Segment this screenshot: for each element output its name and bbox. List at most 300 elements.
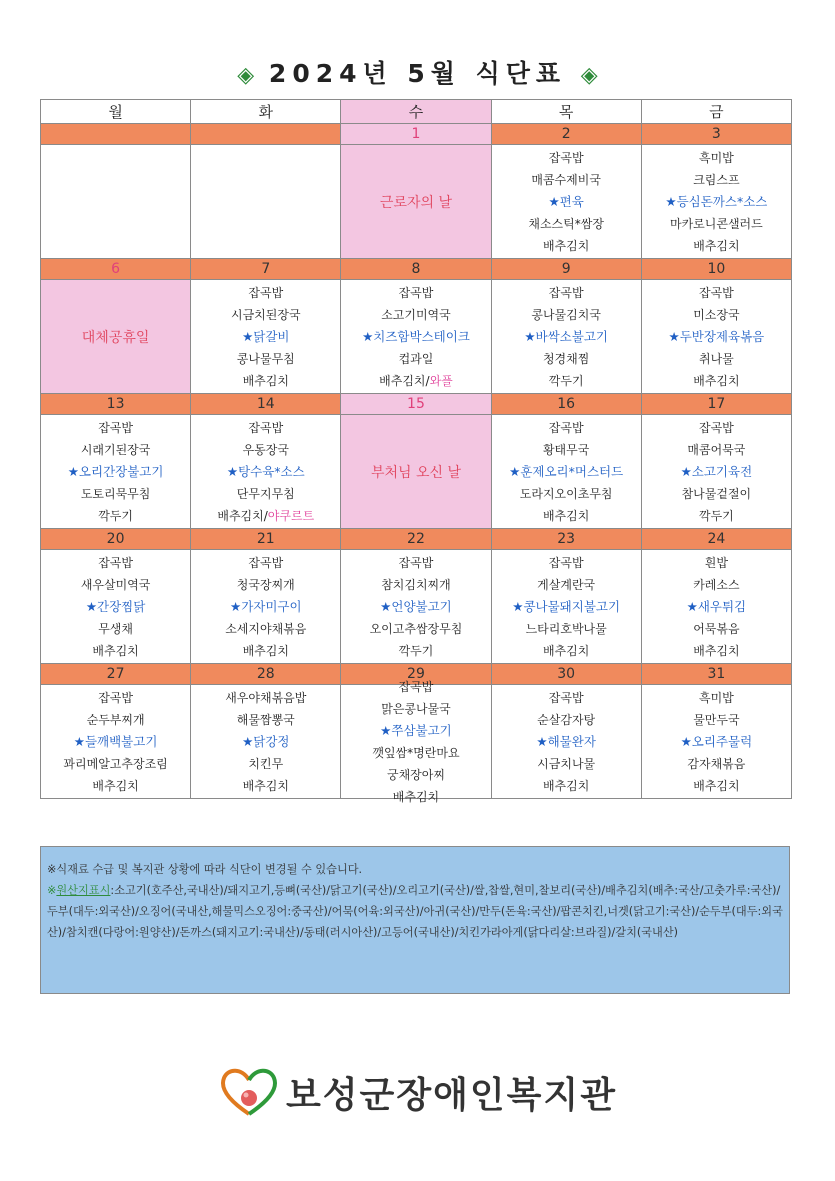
date-cell: 2: [491, 124, 641, 145]
menu-item: [520, 483, 613, 505]
menu-item: [699, 687, 734, 709]
menu-item-text: 흰밥: [704, 555, 728, 570]
menu-list: [341, 679, 490, 804]
menu-item-text: 깍두기: [398, 643, 434, 658]
notes-origin: [47, 880, 787, 943]
menu-item-text: 컵과일: [398, 351, 434, 366]
menu-item: [543, 640, 589, 662]
menu-item: [98, 505, 133, 527]
menu-item-text: 시금치된장국: [231, 307, 301, 322]
holiday-cell: [41, 280, 191, 394]
menu-item-text: 잡곡밥: [98, 555, 133, 570]
title-text: 2024년 5월 식단표: [268, 59, 567, 88]
menu-item: [92, 640, 138, 662]
menu-item-text: 도라지오이초무침: [519, 486, 613, 501]
menu-item: [399, 676, 434, 698]
menu-item: [248, 282, 283, 304]
menu-item-text: 잡곡밥: [548, 285, 584, 300]
org-name: 보성군장애인복지관: [286, 1074, 617, 1116]
menu-item-text: 궁채장아찌: [386, 767, 445, 782]
menu-item-text: 배추김치: [693, 373, 740, 388]
menu-item: [670, 213, 763, 235]
menu-item-text: 마카로니콘샐러드: [670, 216, 763, 231]
menu-list: [642, 415, 791, 528]
menu-item: [243, 775, 289, 797]
main-dish-item: [681, 731, 753, 753]
menu-item-text: 배추김치: [542, 643, 590, 658]
date-cell: 9: [491, 259, 641, 280]
menu-item-text: 배추김치: [242, 643, 289, 658]
menu-item-text: 배추김치: [693, 643, 740, 658]
menu-list: [492, 685, 641, 798]
main-dish-item: [242, 731, 289, 753]
menu-item-text: ★언양불고기: [380, 598, 452, 614]
menu-item-text: 매콤수제비국: [531, 172, 601, 187]
menu-item: [248, 552, 283, 574]
date-row: [41, 124, 792, 145]
menu-item-text: 황태무국: [542, 442, 590, 457]
menu-cell-wed: [341, 679, 491, 804]
main-dish-item: [524, 326, 608, 348]
menu-item-text: 순살감자탕: [537, 712, 596, 727]
date-cell: 22: [341, 529, 491, 550]
menu-item: [705, 552, 728, 574]
menu-item: [237, 574, 295, 596]
menu-item: [537, 574, 595, 596]
menu-cell-thu: [491, 685, 641, 799]
menu-item-text: ★두반장제육볶음: [668, 328, 765, 344]
main-dish-item: [380, 720, 452, 742]
menu-item: [381, 574, 451, 596]
menu-list: [642, 685, 791, 798]
origin-label: 원산지표시: [56, 884, 111, 897]
menu-item-text: 흑미밥: [698, 150, 734, 165]
footer: [0, 1062, 835, 1122]
menu-item-text: 배추김치/: [217, 508, 268, 523]
main-dish-item: [230, 596, 302, 618]
menu-list: [341, 550, 490, 663]
menu-item-text: 배추김치: [242, 778, 289, 793]
main-dish-item: [242, 326, 289, 348]
meal-row: [41, 415, 792, 529]
weekday-wed: 수: [341, 100, 491, 124]
menu-item-text: 깻잎쌈*명란마요: [372, 745, 460, 760]
menu-cell-mon: [41, 415, 191, 529]
menu-item: [399, 552, 434, 574]
menu-item: [543, 439, 589, 461]
menu-item: [98, 417, 133, 439]
holiday-cell: [341, 415, 491, 529]
menu-item: [381, 304, 451, 326]
empty-cell: [191, 145, 341, 259]
menu-list: [191, 685, 340, 798]
menu-item-text: 잡곡밥: [548, 420, 584, 435]
menu-item: [549, 417, 584, 439]
menu-item: [693, 640, 739, 662]
menu-item-text: 잡곡밥: [698, 285, 734, 300]
menu-cell-mon: [41, 550, 191, 664]
menu-cell-thu: [491, 415, 641, 529]
menu-item: [399, 640, 434, 662]
menu-item-text: 매콤어묵국: [687, 442, 746, 457]
menu-item-text: ★쭈삼불고기: [380, 722, 452, 738]
menu-item-text: 콩나물김치국: [531, 307, 601, 322]
date-row: [41, 394, 792, 415]
menu-item: [387, 764, 445, 786]
menu-item: [687, 439, 745, 461]
menu-item: [543, 775, 589, 797]
menu-item: [237, 709, 295, 731]
menu-item-text: ★오리주물럭: [680, 733, 753, 749]
menu-item: [243, 640, 289, 662]
menu-list: [191, 280, 340, 393]
menu-item: [699, 505, 734, 527]
weekday-fri: 금: [641, 100, 791, 124]
menu-item-text: ★등심돈까스*소스: [665, 193, 768, 209]
menu-item-text: 깍두기: [98, 508, 133, 523]
menu-cell-wed: [341, 280, 491, 394]
menu-item-text: 꽈리메알고추장조림: [63, 756, 168, 771]
menu-item: [225, 618, 306, 640]
menu-item: [237, 483, 295, 505]
main-dish-item: [380, 596, 452, 618]
title-diamond-right-icon: ◈: [580, 63, 598, 88]
menu-item-text: ★닭갈비: [242, 328, 290, 344]
menu-item-text: ★가자미구이: [229, 598, 302, 614]
menu-cell-thu: [491, 145, 641, 259]
menu-item-text: ★콩나물돼지불고기: [512, 598, 621, 614]
heart-logo-icon: [218, 1064, 280, 1120]
main-dish-item: [681, 461, 753, 483]
menu-item: [699, 348, 734, 370]
menu-item-text: 깍두기: [548, 373, 584, 388]
menu-item: [693, 370, 739, 392]
date-cell: 7: [191, 259, 341, 280]
date-cell: 16: [491, 394, 641, 415]
menu-list: [492, 145, 641, 258]
menu-item: [217, 505, 314, 527]
menu-item-text: 잡곡밥: [398, 555, 434, 570]
main-dish-item: [86, 596, 146, 618]
menu-item-text: ★소고기육전: [680, 463, 753, 479]
date-cell: [191, 124, 341, 145]
menu-item-text: ★탕수육*소스: [226, 463, 305, 479]
menu-item-text: 잡곡밥: [548, 555, 584, 570]
menu-list: [642, 550, 791, 663]
menu-item-text: 감자채볶음: [687, 756, 746, 771]
menu-item-text: 배추김치: [542, 238, 590, 253]
menu-item: [537, 753, 595, 775]
menu-item-text: 게살계란국: [537, 577, 596, 592]
menu-item-text: ★치즈함박스테이크: [362, 328, 470, 344]
menu-item-text: 잡곡밥: [248, 420, 284, 435]
menu-item: [531, 169, 601, 191]
holiday-label: 부처님 오신 날: [370, 464, 461, 481]
menu-list: [642, 145, 791, 258]
holiday-label: 근로자의 날: [379, 194, 452, 211]
menu-item: [399, 348, 434, 370]
date-cell: [41, 124, 191, 145]
date-cell: 28: [191, 664, 341, 685]
date-cell: 15: [341, 394, 491, 415]
menu-item-text: 크림스프: [693, 172, 740, 187]
date-cell: 6: [41, 259, 191, 280]
date-cell: 17: [641, 394, 791, 415]
date-cell: 14: [191, 394, 341, 415]
page-title: [0, 54, 835, 90]
menu-item-text: 카레소스: [693, 577, 740, 592]
menu-item-text: 순두부찌개: [86, 712, 145, 727]
menu-item: [549, 552, 584, 574]
menu-item: [693, 304, 739, 326]
menu-item: [379, 370, 453, 392]
date-cell: 13: [41, 394, 191, 415]
menu-item-text: 깍두기: [698, 508, 734, 523]
menu-item-text: 새우살미역국: [80, 577, 151, 592]
menu-item-text: 배추김치: [693, 238, 740, 253]
menu-item-text: 무생채: [98, 621, 133, 636]
menu-item-text: 배추김치: [242, 373, 289, 388]
empty-cell: [41, 145, 191, 259]
menu-item: [699, 147, 734, 169]
menu-item-text: 잡곡밥: [548, 150, 584, 165]
menu-item: [381, 698, 451, 720]
menu-item-text: 배추김치: [693, 778, 740, 793]
date-cell: 23: [491, 529, 641, 550]
menu-item-text: 단무지무침: [236, 486, 295, 501]
menu-item-text: 콩나물무침: [236, 351, 295, 366]
menu-item-text: 잡곡밥: [398, 679, 434, 694]
menu-item-text: ★닭강정: [242, 733, 290, 749]
meal-row: [41, 550, 792, 664]
notes-change-notice: ※식재료 수급 및 복지관 상황에 따라 식단이 변경될 수 있습니다.: [47, 863, 363, 876]
menu-item: [231, 304, 301, 326]
menu-item-text: 잡곡밥: [98, 690, 133, 705]
menu-item: [243, 370, 289, 392]
menu-item: [528, 213, 604, 235]
menu-item: [237, 348, 295, 370]
menu-item-extra: 야쿠르트: [267, 508, 315, 523]
menu-item: [549, 370, 584, 392]
menu-item: [543, 235, 589, 257]
menu-item-text: ★들깨백불고기: [73, 733, 158, 749]
menu-item: [372, 742, 459, 764]
date-row: [41, 529, 792, 550]
menu-item: [549, 687, 584, 709]
menu-item-text: 채소스틱*쌈장: [528, 216, 604, 231]
menu-list: [41, 685, 190, 798]
menu-item: [693, 169, 739, 191]
menu-list: [642, 280, 791, 393]
main-dish-item: [687, 596, 747, 618]
menu-item: [543, 505, 589, 527]
date-cell: 20: [41, 529, 191, 550]
menu-item-text: 배추김치/: [379, 373, 430, 388]
menu-item-text: 우동장국: [242, 442, 289, 457]
menu-item: [225, 687, 306, 709]
menu-item-text: ★바싹소불고기: [524, 328, 608, 344]
menu-item-text: 배추김치: [542, 508, 590, 523]
menu-item-text: ★간장찜닭: [85, 598, 146, 614]
menu-item-text: 소고기미역국: [381, 307, 451, 322]
menu-item-text: 참치김치찌개: [381, 577, 451, 592]
menu-item-text: 잡곡밥: [548, 690, 584, 705]
menu-item: [682, 483, 752, 505]
menu-item-text: 배추김치: [542, 778, 590, 793]
menu-item-text: 오이고추쌈장무침: [369, 621, 463, 636]
menu-item: [537, 709, 595, 731]
menu-item-text: 잡곡밥: [248, 285, 284, 300]
menu-item: [693, 235, 739, 257]
main-dish-item: [669, 326, 765, 348]
menu-list: [492, 415, 641, 528]
menu-item: [98, 552, 133, 574]
meal-table: [40, 99, 792, 804]
menu-cell-fri: [641, 145, 791, 259]
weekday-thu: 목: [491, 100, 641, 124]
meal-row: [41, 685, 792, 799]
menu-item-text: 맑은콩나물국: [381, 701, 451, 716]
menu-item-text: 소세지야채볶음: [225, 621, 307, 636]
menu-list: [41, 415, 190, 528]
menu-cell-tue: [191, 550, 341, 664]
weekday-mon: 월: [41, 100, 191, 124]
date-row: [41, 259, 792, 280]
menu-item-extra: 와플: [429, 373, 453, 388]
menu-item: [693, 574, 739, 596]
menu-item-text: 잡곡밥: [698, 420, 734, 435]
menu-item: [393, 786, 439, 808]
menu-item-text: ★편육: [548, 193, 584, 209]
menu-cell-thu: [491, 280, 641, 394]
menu-item-text: ★새우튀김: [686, 598, 747, 614]
menu-item-text: 흑미밥: [698, 690, 734, 705]
date-cell: 24: [641, 529, 791, 550]
menu-item-text: 느타리호박나물: [525, 621, 607, 636]
holiday-label: 대체공휴일: [81, 329, 150, 346]
menu-item-text: 미소장국: [693, 307, 740, 322]
menu-item: [87, 709, 145, 731]
menu-item: [248, 417, 283, 439]
menu-item: [543, 348, 589, 370]
date-cell: 10: [641, 259, 791, 280]
menu-cell-tue: [191, 685, 341, 799]
date-cell: 29: [341, 664, 491, 685]
menu-item: [63, 753, 167, 775]
menu-cell-fri: [641, 280, 791, 394]
menu-cell-tue: [191, 415, 341, 529]
menu-cell-mon: [41, 685, 191, 799]
main-dish-item: [665, 191, 767, 213]
date-cell: 1: [341, 124, 491, 145]
date-cell: 21: [191, 529, 341, 550]
main-dish-item: [362, 326, 470, 348]
menu-item: [81, 439, 151, 461]
main-dish-item: [509, 461, 623, 483]
menu-list: [191, 550, 340, 663]
main-dish-item: [512, 596, 620, 618]
weekday-header-row: [41, 100, 792, 124]
main-dish-item: [536, 731, 596, 753]
menu-item-text: 시금치나물: [537, 756, 596, 771]
menu-list: [341, 280, 490, 393]
menu-list: [41, 550, 190, 663]
menu-cell-tue: [191, 280, 341, 394]
menu-item: [92, 775, 138, 797]
menu-item: [248, 753, 283, 775]
menu-item-text: ★훈제오리*머스터드: [509, 463, 624, 479]
date-cell: 30: [491, 664, 641, 685]
menu-item: [399, 282, 434, 304]
menu-cell-wed: [341, 550, 491, 664]
menu-item: [693, 775, 739, 797]
menu-list: [492, 280, 641, 393]
notes-mark: ※: [47, 884, 57, 897]
meal-row: [41, 145, 792, 259]
menu-item: [81, 574, 151, 596]
menu-cell-thu: [491, 550, 641, 664]
menu-item: [98, 687, 133, 709]
menu-item: [98, 618, 133, 640]
date-cell: 8: [341, 259, 491, 280]
menu-item: [687, 753, 745, 775]
menu-item-text: 어묵볶음: [693, 621, 740, 636]
date-cell: 31: [641, 664, 791, 685]
menu-item: [693, 709, 739, 731]
menu-item-text: ★해물완자: [536, 733, 596, 749]
menu-item: [370, 618, 463, 640]
menu-item-text: 배추김치: [392, 789, 440, 804]
menu-item: [243, 439, 289, 461]
meal-row: [41, 280, 792, 394]
menu-item-text: 잡곡밥: [98, 420, 133, 435]
origin-text: :소고기(호주산,국내산)/돼지고기,등뼈(국산)/닭고기(국산)/오리고기(국산)/쌀,찹쌀,현미,찰보리(국산)/배추김치(배추:국산/고춧가루:국산)/두부(대두:외국산)/오징어(국내산,해물믹스오징어:중국산)/어묵(어육:외국산)/아귀(국산)/만두(돈육:국산)/팝콘치킨,너겟(닭고기:국산)/순두부(대두:외국산)/참치캔(다랑어:원양산)/돈까스(돼지고기:국내산)/동태(러시아산)/고등어(국내산)/치킨가라아게(닭다리살:브라질)/갈치(국내산): [47, 884, 783, 939]
menu-item-text: 해물짬뽕국: [236, 712, 295, 727]
menu-item-text: 시래기된장국: [80, 442, 151, 457]
menu-item-text: 새우야채볶음밥: [225, 690, 307, 705]
menu-list: [191, 415, 340, 528]
menu-cell-fri: [641, 685, 791, 799]
menu-item-text: ★오리간장불고기: [67, 463, 164, 479]
menu-item-text: 도토리묵무침: [80, 486, 151, 501]
menu-item-text: 배추김치: [92, 778, 139, 793]
menu-list: [492, 550, 641, 663]
menu-item-text: 치킨무: [248, 756, 284, 771]
main-dish-item: [74, 731, 158, 753]
menu-item-text: 잡곡밥: [248, 555, 284, 570]
main-dish-item: [227, 461, 305, 483]
menu-item-text: 배추김치: [92, 643, 139, 658]
menu-item: [693, 618, 739, 640]
weekday-tue: 화: [191, 100, 341, 124]
menu-cell-fri: [641, 415, 791, 529]
menu-item-text: 청국장찌개: [236, 577, 295, 592]
notes-box: [40, 846, 790, 994]
menu-item: [549, 282, 584, 304]
menu-item-text: 잡곡밥: [398, 285, 434, 300]
date-cell: 27: [41, 664, 191, 685]
date-cell: 3: [641, 124, 791, 145]
menu-item: [699, 417, 734, 439]
menu-item-text: 취나물: [698, 351, 734, 366]
menu-cell-fri: [641, 550, 791, 664]
main-dish-item: [548, 191, 583, 213]
menu-item-text: 물만두국: [693, 712, 740, 727]
menu-item: [699, 282, 734, 304]
menu-item-text: 청경채찜: [542, 351, 590, 366]
menu-item-text: 참나물겉절이: [681, 486, 752, 501]
holiday-cell: [341, 145, 491, 259]
